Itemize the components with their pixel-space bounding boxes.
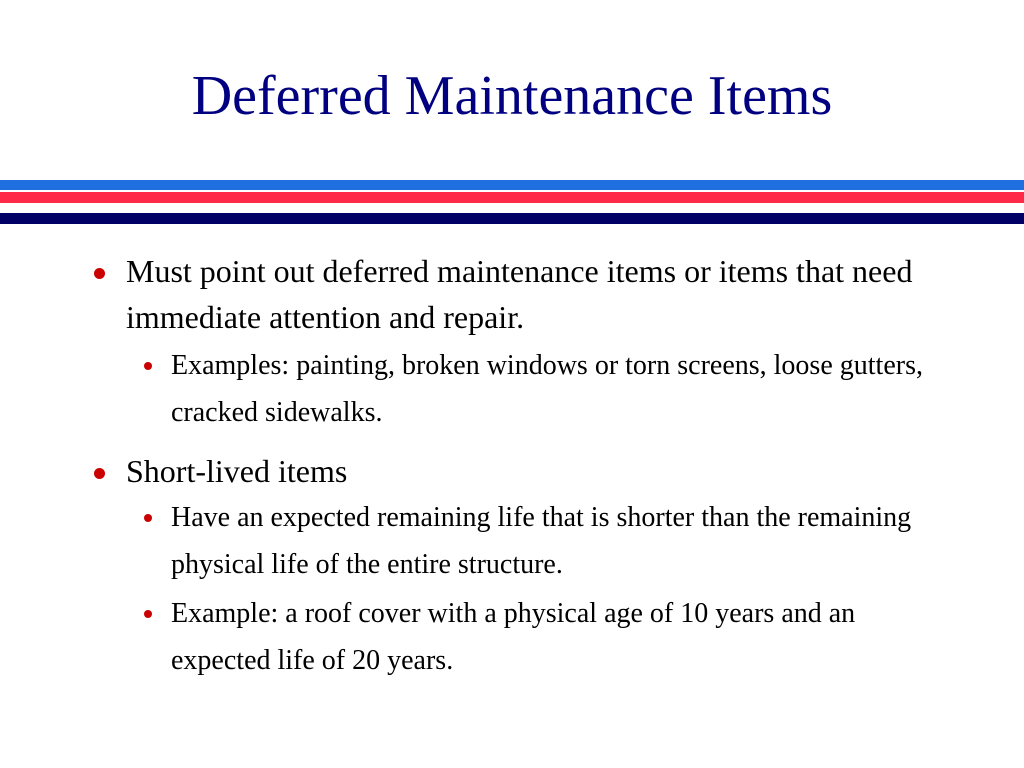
bullet-list: [0, 248, 1024, 684]
bullet-text: Must point out deferred maintenance items or items that need immediate attention and repair.: [126, 253, 913, 335]
header-stripe-navy: [0, 213, 1024, 224]
sub-bullet-text: Example: a roof cover with a physical age of 10 years and an expected life of 20 years.: [171, 598, 856, 676]
sub-bullet-text: Examples: painting, broken windows or torn screens, loose gutters, cracked sidewalks.: [171, 350, 923, 428]
header-stripe-blue: [0, 180, 1024, 190]
round-bullet-icon: [94, 268, 105, 279]
small-round-bullet-icon: [144, 610, 152, 618]
sub-bullet-text: Have an expected remaining life that is shorter than the remaining physical life of the entire structure.: [171, 502, 912, 580]
slide-title: Deferred Maintenance Items: [191, 65, 833, 127]
sub-bullet-item: [171, 342, 961, 436]
round-bullet-icon: [94, 468, 105, 479]
small-round-bullet-icon: [144, 514, 152, 522]
bullet-text: Short-lived items: [126, 453, 348, 489]
small-round-bullet-icon: [144, 362, 152, 370]
header-stripe-red: [0, 192, 1024, 203]
sub-bullet-item: [171, 494, 961, 588]
bullet-item: [126, 248, 956, 340]
bullet-item: [126, 448, 956, 494]
sub-bullet-item: [171, 590, 961, 684]
